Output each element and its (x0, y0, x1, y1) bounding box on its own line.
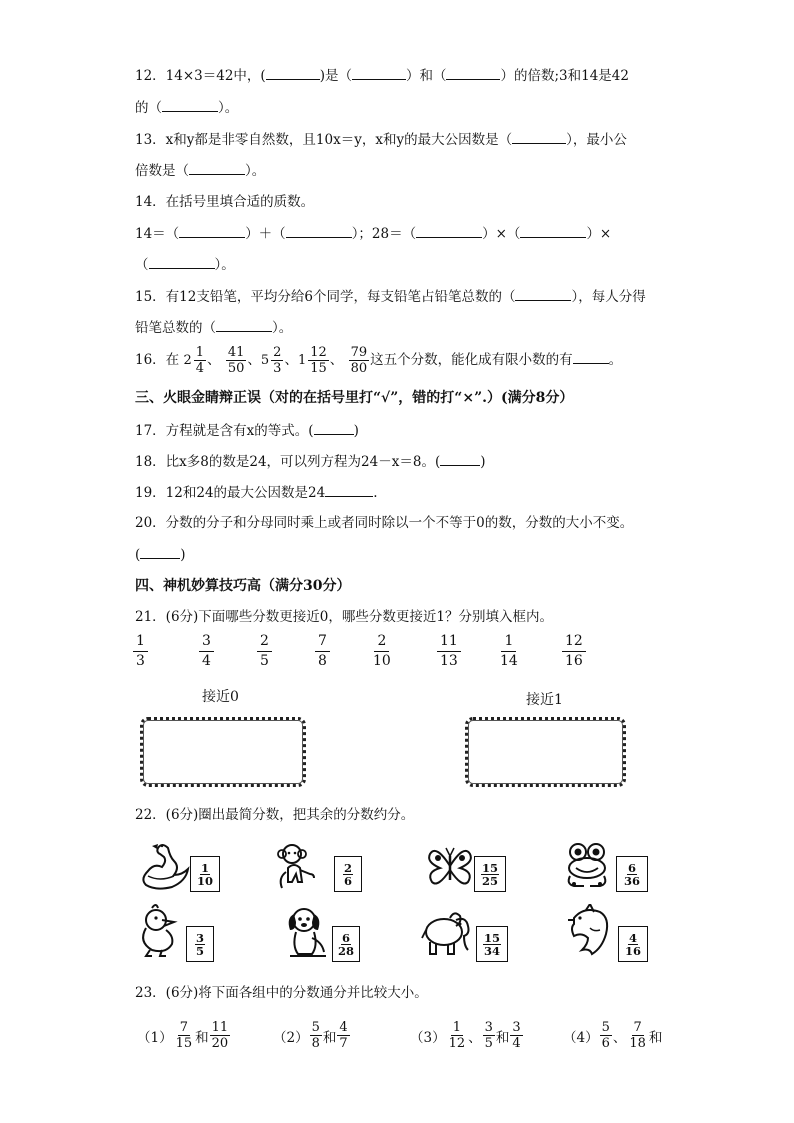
q22-fraction-box[interactable]: 2 6 (334, 856, 362, 892)
fraction: $\frac{3}{4}$ (512, 1020, 521, 1051)
label-near-0: 接近0 (202, 689, 239, 705)
fraction: $\frac{79}{80}$ (350, 345, 368, 376)
answer-blank[interactable] (512, 130, 566, 144)
q22-fraction-box[interactable]: 3 5 (186, 926, 214, 962)
section-4-title: 四、神机妙算技巧高（满分30分） (135, 578, 351, 594)
question-13-line2: 倍数是（ ）。 (135, 163, 266, 179)
question-16: 16．在 2 $\frac{1}{4}$ 、 $\frac{41}{50}$ 、 5 $\frac{2}{3}$ 、 1 $\frac{12}{15}$ 、 $\frac{79}{80}$ 这五个分数，能化成有限小数的有 。 (135, 345, 623, 376)
fraction: $\frac{1}{12}$ (448, 1020, 466, 1051)
answer-blank[interactable] (515, 287, 571, 301)
q21-fraction[interactable]: 2 10 (373, 633, 391, 669)
answer-blank[interactable] (573, 350, 609, 364)
near-0-answer-box[interactable] (140, 717, 306, 787)
answer-blank[interactable] (520, 224, 586, 238)
frog-icon (562, 842, 614, 890)
question-17: 17．方程就是含有x的等式。( ) (135, 423, 359, 439)
fraction: $\frac{7}{18}$ (629, 1020, 646, 1051)
q23-group-2: （2） $\frac{5}{8}$ 和 $\frac{4}{7}$ (273, 1020, 348, 1051)
question-12-line2: 的（ ）。 (135, 100, 239, 116)
puppy-icon (284, 904, 330, 960)
q22-fraction-box[interactable]: 4 16 (618, 926, 648, 962)
fraction: $\frac{5}{6}$ (601, 1020, 610, 1051)
answer-blank[interactable] (266, 66, 320, 80)
question-15-line1: 15．有12支铅笔，平均分给6个同学，每支铅笔占铅笔总数的（ ），每人分得 (135, 289, 646, 305)
question-21: 21．(6分)下面哪些分数更接近0，哪些分数更接近1？分别填入框内。 (135, 609, 553, 625)
q22-fraction-box[interactable]: 6 36 (616, 856, 648, 892)
fraction: $\frac{7}{15}$ (175, 1020, 193, 1051)
q21-fraction[interactable]: 3 4 (199, 632, 214, 671)
answer-blank[interactable] (216, 318, 272, 332)
q21-fraction[interactable]: 12 16 (562, 632, 586, 671)
fraction: $\frac{5}{8}$ (311, 1020, 320, 1051)
mixed-fraction: 5 $\frac{2}{3}$ (260, 345, 282, 376)
fraction: $\frac{41}{50}$ (227, 345, 245, 376)
answer-blank[interactable] (149, 255, 215, 269)
dolphin-icon (566, 904, 612, 960)
mixed-fraction: 1 $\frac{12}{15}$ (297, 345, 327, 376)
fraction: $\frac{4}{7}$ (339, 1020, 348, 1051)
fraction: $\frac{3}{5}$ (484, 1020, 493, 1051)
answer-blank[interactable] (286, 224, 352, 238)
question-14-line3: （ ）。 (135, 257, 235, 273)
question-18: 18．比x多8的数是24，可以列方程为24－x＝8。( ) (135, 454, 486, 470)
fraction: $\frac{11}{20}$ (211, 1020, 229, 1051)
q21-fraction[interactable]: 7 8 (315, 632, 330, 671)
elephant-icon (420, 906, 474, 958)
question-20-line1: 20．分数的分子和分母同时乘上或者同时除以一个不等于0的数，分数的大小不变。 (135, 515, 634, 531)
near-1-answer-box[interactable] (465, 717, 626, 787)
question-14-line2: 14＝（ ）＋（ ）；28＝（ ）×（ ）× (135, 226, 612, 242)
answer-blank[interactable] (179, 224, 245, 238)
monkey-icon (272, 842, 318, 892)
q22-fraction-box[interactable]: 15 34 (476, 926, 508, 962)
question-22: 22．(6分)圈出最简分数，把其余的分数约分。 (135, 807, 415, 823)
answer-blank[interactable] (446, 66, 500, 80)
mixed-fraction: 2 $\frac{1}{4}$ (183, 345, 205, 376)
question-12-line1: 12．14×3＝42中，( )是（ ）和（ ）的倍数;3和14是42 (135, 68, 629, 84)
question-15-line2: 铅笔总数的（ ）。 (135, 320, 293, 336)
question-14-line1: 14．在括号里填合适的质数。 (135, 194, 315, 210)
q22-fraction-box[interactable]: 15 25 (474, 856, 506, 892)
question-23: 23．(6分)将下面各组中的分数通分并比较大小。 (135, 985, 428, 1001)
answer-blank[interactable] (352, 66, 406, 80)
answer-blank[interactable] (325, 483, 373, 497)
butterfly-icon (426, 842, 474, 890)
q23-group-1: （1） $\frac{7}{15}$ 和 $\frac{11}{20}$ (137, 1020, 229, 1051)
answer-blank[interactable] (140, 545, 180, 559)
question-20-line2: ( ) (135, 547, 186, 563)
q21-fraction[interactable]: 11 13 (437, 632, 461, 671)
question-13-line1: 13．x和y都是非零自然数，且10x＝y，x和y的最大公因数是（ ），最小公 (135, 132, 627, 148)
duckling-icon (136, 904, 180, 958)
label-near-1: 接近1 (526, 692, 563, 708)
question-19: 19．12和24的最大公因数是24 . (135, 485, 378, 501)
q21-fraction[interactable]: 1 14 (500, 633, 518, 669)
q22-fraction-box[interactable]: 1 10 (190, 856, 220, 892)
answer-blank[interactable] (189, 161, 245, 175)
q22-fraction-box[interactable]: 6 28 (332, 926, 360, 962)
section-3-title: 三、火眼金睛辩正误（对的在括号里打“√”，错的打“×”.）(满分8分） (135, 390, 574, 406)
q23-group-3: （3） $\frac{1}{12}$ 、 $\frac{3}{5}$ 和 $\frac{3}{4}$ (410, 1020, 521, 1051)
answer-blank[interactable] (162, 98, 218, 112)
q21-fraction[interactable]: 1 3 (133, 632, 148, 671)
q21-fraction[interactable]: 2 5 (257, 632, 272, 671)
swan-icon (138, 842, 190, 890)
answer-blank[interactable] (314, 421, 354, 435)
answer-blank[interactable] (440, 452, 480, 466)
answer-blank[interactable] (416, 224, 482, 238)
q23-group-4: （4） $\frac{5}{6}$ 、 $\frac{7}{18}$ 和 (563, 1020, 663, 1051)
